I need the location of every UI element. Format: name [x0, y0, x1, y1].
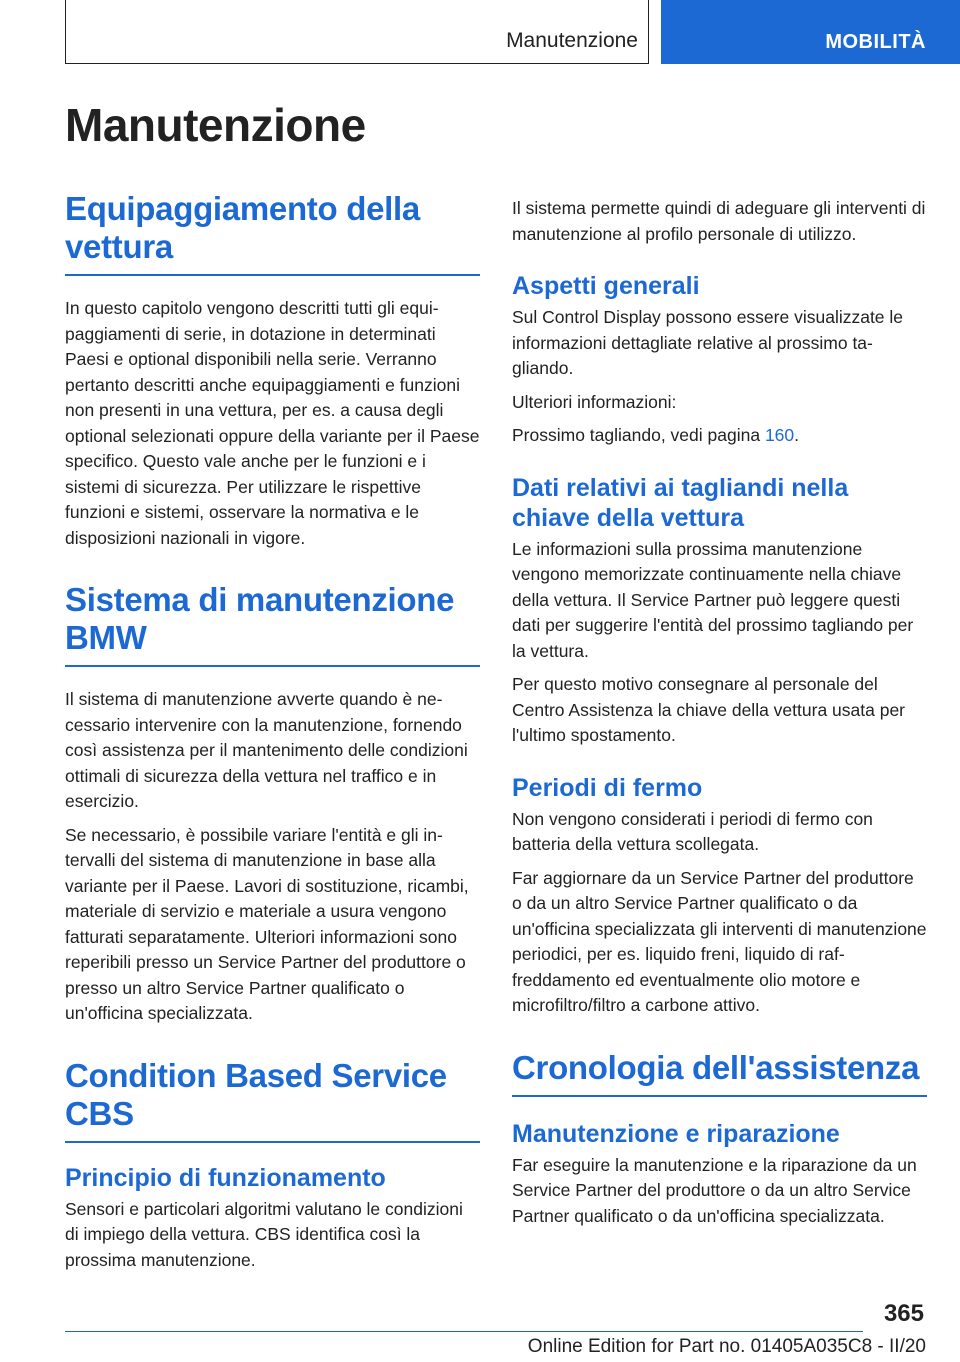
paragraph-aspetti: Sul Control Display possono essere visualizzate le informazioni dettagliate relative al prossimo tagliando. [512, 307, 904, 378]
header-section-title: Manutenzione [506, 29, 638, 52]
paragraph-dati-2: Per questo motivo consegnare al personale del Centro Assistenza la chiave della vettura usata per l'ultimo spostamento. [512, 674, 905, 745]
heading-equipaggiamento: Equipaggiamento della vettura [65, 190, 480, 276]
header-chapter-title: MOBILITÀ [825, 31, 926, 53]
paragraph-equipaggiamento: In questo capitolo vengono descritti tutti gli equipaggiamenti di serie, in dotazione in determinati Paesi e optional disponibili nella serie. Verranno pertanto descritti anche equipaggiamenti e funzioni non presenti in una vettura, per es. a causa degli optional selezionati oppure della variante per il Paese specifico. Questo vale anche per le funzioni e i sistemi di sicurezza. Per utilizzare le rispettive funzioni e sistemi, osservare la normativa e le disposizioni nazionali in vigore. [65, 298, 480, 548]
paragraph-periodi-2: Far aggiornare da un Service Partner del produttore o da un altro Service Partner qualificato o da un'officina specializzata gli interventi di manutenzione periodici, per es. liquido freni, liquido di raffreddamento ed eventualmente olio motore e microfiltro/filtro a carbone attivo. [512, 867, 927, 1015]
footer-edition-text: Online Edition for Part no. 01405A035C8 - II/20 [527, 1336, 926, 1357]
paragraph-sistema-1: Il sistema di manutenzione avverte quando è necessario intervenire con la manutenzione, fornendo così assistenza per il mantenimento delle condizioni ottimali di sicurezza della vettura nel traffico e in esercizio. [65, 689, 468, 811]
paragraph-prossimo-tagliando [512, 423, 927, 449]
prossimo-text: Prossimo tagliando, vedi pagina [512, 425, 765, 445]
heading-principio: Principio di funzionamento [65, 1163, 386, 1192]
footer-divider [65, 1331, 863, 1332]
paragraph-principio: Sensori e particolari algoritmi valutano le condizioni di impiego della vettura. CBS identifica così la prossima manutenzione. [65, 1198, 463, 1270]
heading-cronologia: Cronologia dell'assistenza [512, 1049, 927, 1097]
page-title: Manutenzione [65, 99, 366, 151]
header-chapter-tab[interactable] [661, 0, 960, 64]
paragraph-periodi-1: Non vengono considerati i periodi di fermo con batteria della vettura scollegata. [512, 808, 873, 854]
heading-manutenzione-riparazione: Manutenzione e riparazione [512, 1119, 840, 1148]
paragraph-ulteriori: Ulteriori informazioni: [512, 391, 677, 412]
page-number: 365 [883, 1300, 924, 1327]
heading-cbs: Condition Based Service CBS [65, 1057, 480, 1143]
heading-periodi-fermo: Periodi di fermo [512, 773, 703, 802]
paragraph-principio-cont: Il sistema permette quindi di adeguare gli interventi di manutenzione al profilo personale di utilizzo. [512, 198, 926, 244]
left-column [65, 190, 480, 1281]
header-section-box [65, 0, 649, 64]
heading-aspetti-generali: Aspetti generali [512, 272, 700, 300]
page-reference-link[interactable]: 160 [764, 425, 795, 445]
heading-dati-tagliandi: Dati relativi ai tagliandi nella chiave della vettura [512, 473, 849, 532]
prossimo-suffix: . [794, 425, 800, 445]
right-column [512, 196, 927, 1237]
paragraph-dati-1: Le informazioni sulla prossima manutenzione vengono memorizzate continuamente nella chiave della vettura. Il Service Partner può leggere questi dati per suggerire l'entità del prossimo tagliando per la vettura. [512, 538, 914, 661]
paragraph-manutenzione-riparazione: Far eseguire la manutenzione e la riparazione da un Service Partner del produttore o da un altro Service Partner qualificato o da un'officina specializzata. [512, 1154, 917, 1226]
paragraph-sistema-2: Se necessario, è possibile variare l'entità e gli intervalli del sistema di manutenzione in base alla variante per il Paese. Lavori di sostituzione, ricambi, materiale di servizio e materiale a usura vengono fatturati separatamente. Ulteriori informazioni sono reperibili presso un Service Partner del produttore o presso un altro Service Partner qualificato o un'officina specializzata. [65, 824, 469, 1023]
heading-sistema-manutenzione: Sistema di manutenzione BMW [65, 581, 480, 667]
